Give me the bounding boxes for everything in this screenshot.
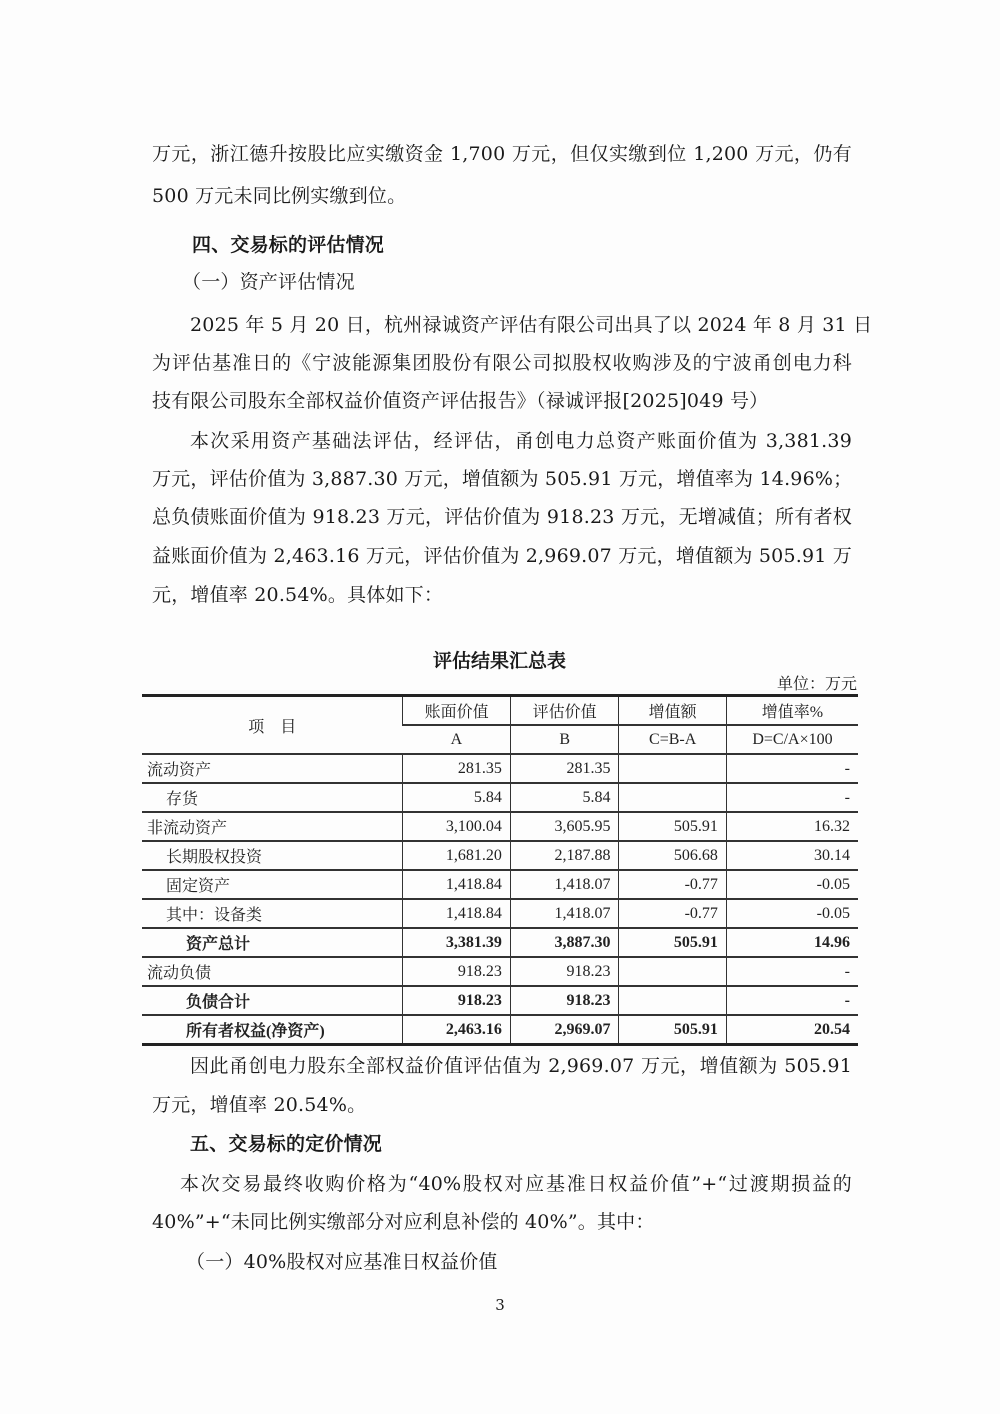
table-title: 评估结果汇总表 (432, 650, 566, 672)
cell-increase-amount: -0.77 (619, 899, 726, 928)
cell-book-value: 1,681.20 (403, 841, 510, 870)
cell-increase-amount (619, 783, 726, 812)
subsection-heading-5-1: （一）40%股权对应基准日权益价值 (186, 1251, 498, 1273)
paragraph-line: 因此甬创电力股东全部权益价值评估值为 2,969.07 万元，增值额为 505.91 (190, 1055, 852, 1077)
table-row (142, 812, 858, 841)
row-label: 流动负债 (142, 957, 403, 986)
cell-increase-amount: 506.68 (619, 841, 726, 870)
cell-appraised-value: 2,969.07 (510, 1015, 619, 1045)
paragraph-line: 总负债账面价值为 918.23 万元，评估价值为 918.23 万元，无增减值；所有者权 (152, 506, 852, 528)
table-row (142, 899, 858, 928)
paragraph-line: 万元，增值率 20.54%。 (152, 1094, 367, 1116)
cell-book-value: 2,463.16 (403, 1015, 510, 1045)
paragraph-line: 元，增值率 20.54%。具体如下： (152, 584, 444, 606)
header-increase-amount: 增值额 (619, 696, 726, 726)
formula-a: A (403, 725, 510, 754)
cell-increase-amount (619, 957, 726, 986)
cell-book-value: 5.84 (403, 783, 510, 812)
paragraph-line: 万元，浙江德升按股比应实缴资金 1,700 万元，但仅实缴到位 1,200 万元，仍有 (152, 143, 852, 165)
evaluation-summary-table (142, 694, 858, 1046)
cell-increase-amount: 505.91 (619, 1015, 726, 1045)
cell-increase-rate: - (726, 754, 858, 783)
cell-increase-amount (619, 986, 726, 1015)
cell-increase-amount: 505.91 (619, 812, 726, 841)
cell-increase-rate: - (726, 986, 858, 1015)
cell-increase-rate: 30.14 (726, 841, 858, 870)
paragraph-line: 益账面价值为 2,463.16 万元，评估价值为 2,969.07 万元，增值额为 505.91 万 (152, 545, 852, 567)
header-appraised-value: 评估价值 (510, 696, 619, 726)
section-heading-5: 五、交易标的定价情况 (190, 1133, 383, 1155)
page-number: 3 (495, 1296, 505, 1314)
table-row (142, 783, 858, 812)
cell-increase-amount: -0.77 (619, 870, 726, 899)
cell-appraised-value: 5.84 (510, 783, 619, 812)
cell-book-value: 3,100.04 (403, 812, 510, 841)
table-row (142, 1015, 858, 1045)
paragraph-line: 技有限公司股东全部权益价值资产评估报告》（禄诚评报[2025]049 号） (152, 390, 769, 412)
cell-increase-rate: - (726, 783, 858, 812)
paragraph-line: 万元，评估价值为 3,887.30 万元，增值额为 505.91 万元，增值率为 14.96%； (152, 468, 853, 490)
table-row (142, 841, 858, 870)
table-row (142, 957, 858, 986)
subsection-heading-4-1: （一）资产评估情况 (182, 271, 355, 293)
table-unit: 单位：万元 (776, 674, 857, 693)
row-label: 存货 (142, 783, 403, 812)
formula-c: C=B-A (619, 725, 726, 754)
header-item: 项 目 (142, 696, 403, 755)
formula-d: D=C/A×100 (726, 725, 858, 754)
cell-appraised-value: 3,887.30 (510, 928, 619, 957)
cell-appraised-value: 1,418.07 (510, 899, 619, 928)
cell-increase-rate: - (726, 957, 858, 986)
table-body (142, 754, 858, 1045)
cell-book-value: 1,418.84 (403, 899, 510, 928)
cell-appraised-value: 281.35 (510, 754, 619, 783)
table-row (142, 928, 858, 957)
cell-appraised-value: 3,605.95 (510, 812, 619, 841)
cell-increase-rate: -0.05 (726, 899, 858, 928)
paragraph-line: 500 万元未同比例实缴到位。 (152, 185, 407, 207)
paragraph-line: 本次交易最终收购价格为“40%股权对应基准日权益价值”+“过渡期损益的 (180, 1173, 852, 1195)
cell-book-value: 3,381.39 (403, 928, 510, 957)
cell-increase-rate: -0.05 (726, 870, 858, 899)
row-label: 资产总计 (142, 928, 403, 957)
cell-book-value: 918.23 (403, 986, 510, 1015)
cell-increase-amount (619, 754, 726, 783)
table-row (142, 870, 858, 899)
cell-increase-rate: 20.54 (726, 1015, 858, 1045)
table-row (142, 986, 858, 1015)
cell-increase-rate: 14.96 (726, 928, 858, 957)
paragraph-line: 2025 年 5 月 20 日，杭州禄诚资产评估有限公司出具了以 2024 年 8 月 31 日 (190, 314, 873, 336)
section-heading-4: 四、交易标的评估情况 (192, 234, 385, 256)
cell-book-value: 281.35 (403, 754, 510, 783)
row-label: 长期股权投资 (142, 841, 403, 870)
row-label: 负债合计 (142, 986, 403, 1015)
cell-appraised-value: 918.23 (510, 986, 619, 1015)
cell-increase-amount: 505.91 (619, 928, 726, 957)
paragraph-line: 为评估基准日的《宁波能源集团股份有限公司拟股权收购涉及的宁波甬创电力科 (152, 352, 852, 374)
cell-appraised-value: 1,418.07 (510, 870, 619, 899)
header-increase-rate: 增值率% (726, 696, 858, 726)
cell-book-value: 918.23 (403, 957, 510, 986)
paragraph-line: 40%”+“未同比例实缴部分对应利息补偿的 40%”。其中： (152, 1211, 655, 1233)
paragraph-line: 本次采用资产基础法评估，经评估，甬创电力总资产账面价值为 3,381.39 (190, 430, 852, 452)
row-label: 固定资产 (142, 870, 403, 899)
header-book-value: 账面价值 (403, 696, 510, 726)
cell-appraised-value: 2,187.88 (510, 841, 619, 870)
cell-appraised-value: 918.23 (510, 957, 619, 986)
table-row (142, 754, 858, 783)
row-label: 所有者权益(净资产) (142, 1015, 403, 1045)
cell-increase-rate: 16.32 (726, 812, 858, 841)
row-label: 非流动资产 (142, 812, 403, 841)
row-label: 其中：设备类 (142, 899, 403, 928)
row-label: 流动资产 (142, 754, 403, 783)
cell-book-value: 1,418.84 (403, 870, 510, 899)
table-header-row (142, 696, 858, 726)
formula-b: B (510, 725, 619, 754)
